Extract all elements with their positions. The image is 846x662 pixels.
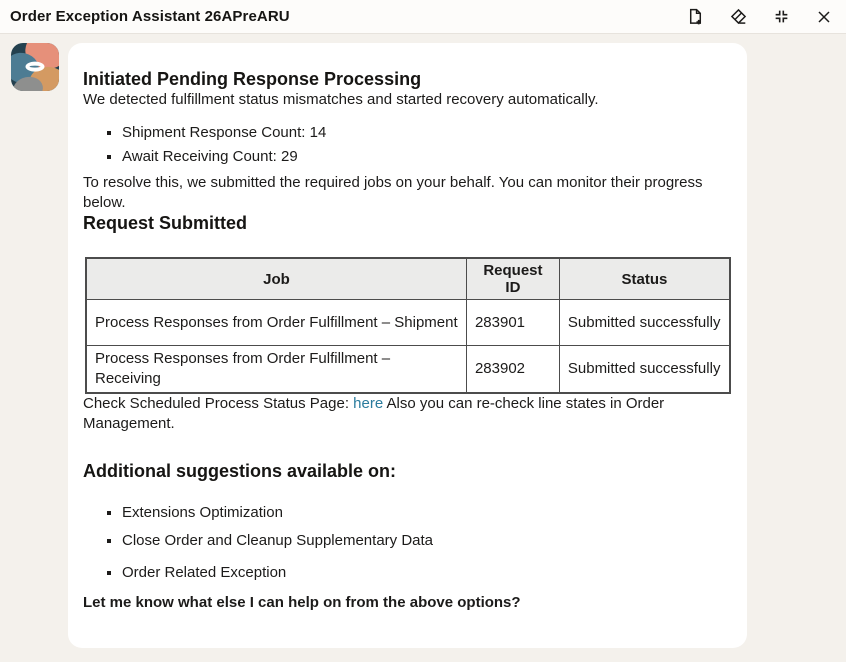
resolution-text: To resolve this, we submitted the required jobs on your behalf. You can monitor their progress below. <box>83 174 703 211</box>
table-header-row <box>86 258 730 300</box>
assistant-title: Order Exception Assistant 26APreARU <box>10 8 290 25</box>
message-title: Initiated Pending Response Processing <box>83 69 422 89</box>
status-note-prefix: Check Scheduled Process Status Page: <box>83 395 349 412</box>
new-conversation-icon[interactable] <box>685 6 706 27</box>
list-item: ▪ Shipment Response Count: 14 <box>122 125 703 140</box>
request-id-cell: 283901 <box>466 300 559 346</box>
column-header-request-id: Request ID <box>466 258 559 300</box>
suggestion-item-close-order-cleanup[interactable]: ▪ Close Order and Cleanup Supplementary Data <box>122 533 703 548</box>
list-item: ▪ Await Receiving Count: 29 <box>122 149 703 164</box>
status-note <box>83 394 703 434</box>
suggestions-heading: Additional suggestions available on: <box>83 461 397 481</box>
suggestion-item-order-related-exception[interactable]: ▪ Order Related Exception <box>122 565 703 580</box>
column-header-job: Job <box>86 258 466 300</box>
counts-list <box>83 125 703 164</box>
oracle-logo-icon <box>26 62 45 72</box>
assistant-message-row <box>0 43 846 648</box>
eraser-icon[interactable] <box>728 6 749 27</box>
request-submitted-heading: Request Submitted <box>83 213 248 233</box>
header-icons <box>685 6 834 27</box>
column-header-status: Status <box>559 258 730 300</box>
close-icon[interactable] <box>814 7 834 27</box>
table-row <box>86 300 730 346</box>
job-cell: Process Responses from Order Fulfillment – Shipment <box>86 300 466 346</box>
suggestions-list <box>83 505 703 580</box>
collapse-icon[interactable] <box>771 6 792 27</box>
status-cell: Submitted successfully <box>559 300 730 346</box>
job-cell: Process Responses from Order Fulfillment – Receiving <box>86 346 466 394</box>
request-id-cell: 283902 <box>466 346 559 394</box>
assistant-avatar <box>11 43 59 91</box>
assistant-header <box>0 0 846 34</box>
assistant-message-card <box>68 43 747 648</box>
jobs-table <box>85 257 731 394</box>
chat-area <box>0 34 846 648</box>
table-row <box>86 346 730 394</box>
suggestion-item-extensions-optimization[interactable]: ▪ Extensions Optimization <box>122 505 703 520</box>
scheduled-process-link[interactable]: here <box>353 395 384 412</box>
status-cell: Submitted successfully <box>559 346 730 394</box>
closing-text: Let me know what else I can help on from the above options? <box>83 594 521 611</box>
intro-text: We detected fulfillment status mismatches and started recovery automatically. <box>83 91 599 108</box>
status-note-suffix: Also you can re-check line states in Order Management. <box>83 395 665 432</box>
